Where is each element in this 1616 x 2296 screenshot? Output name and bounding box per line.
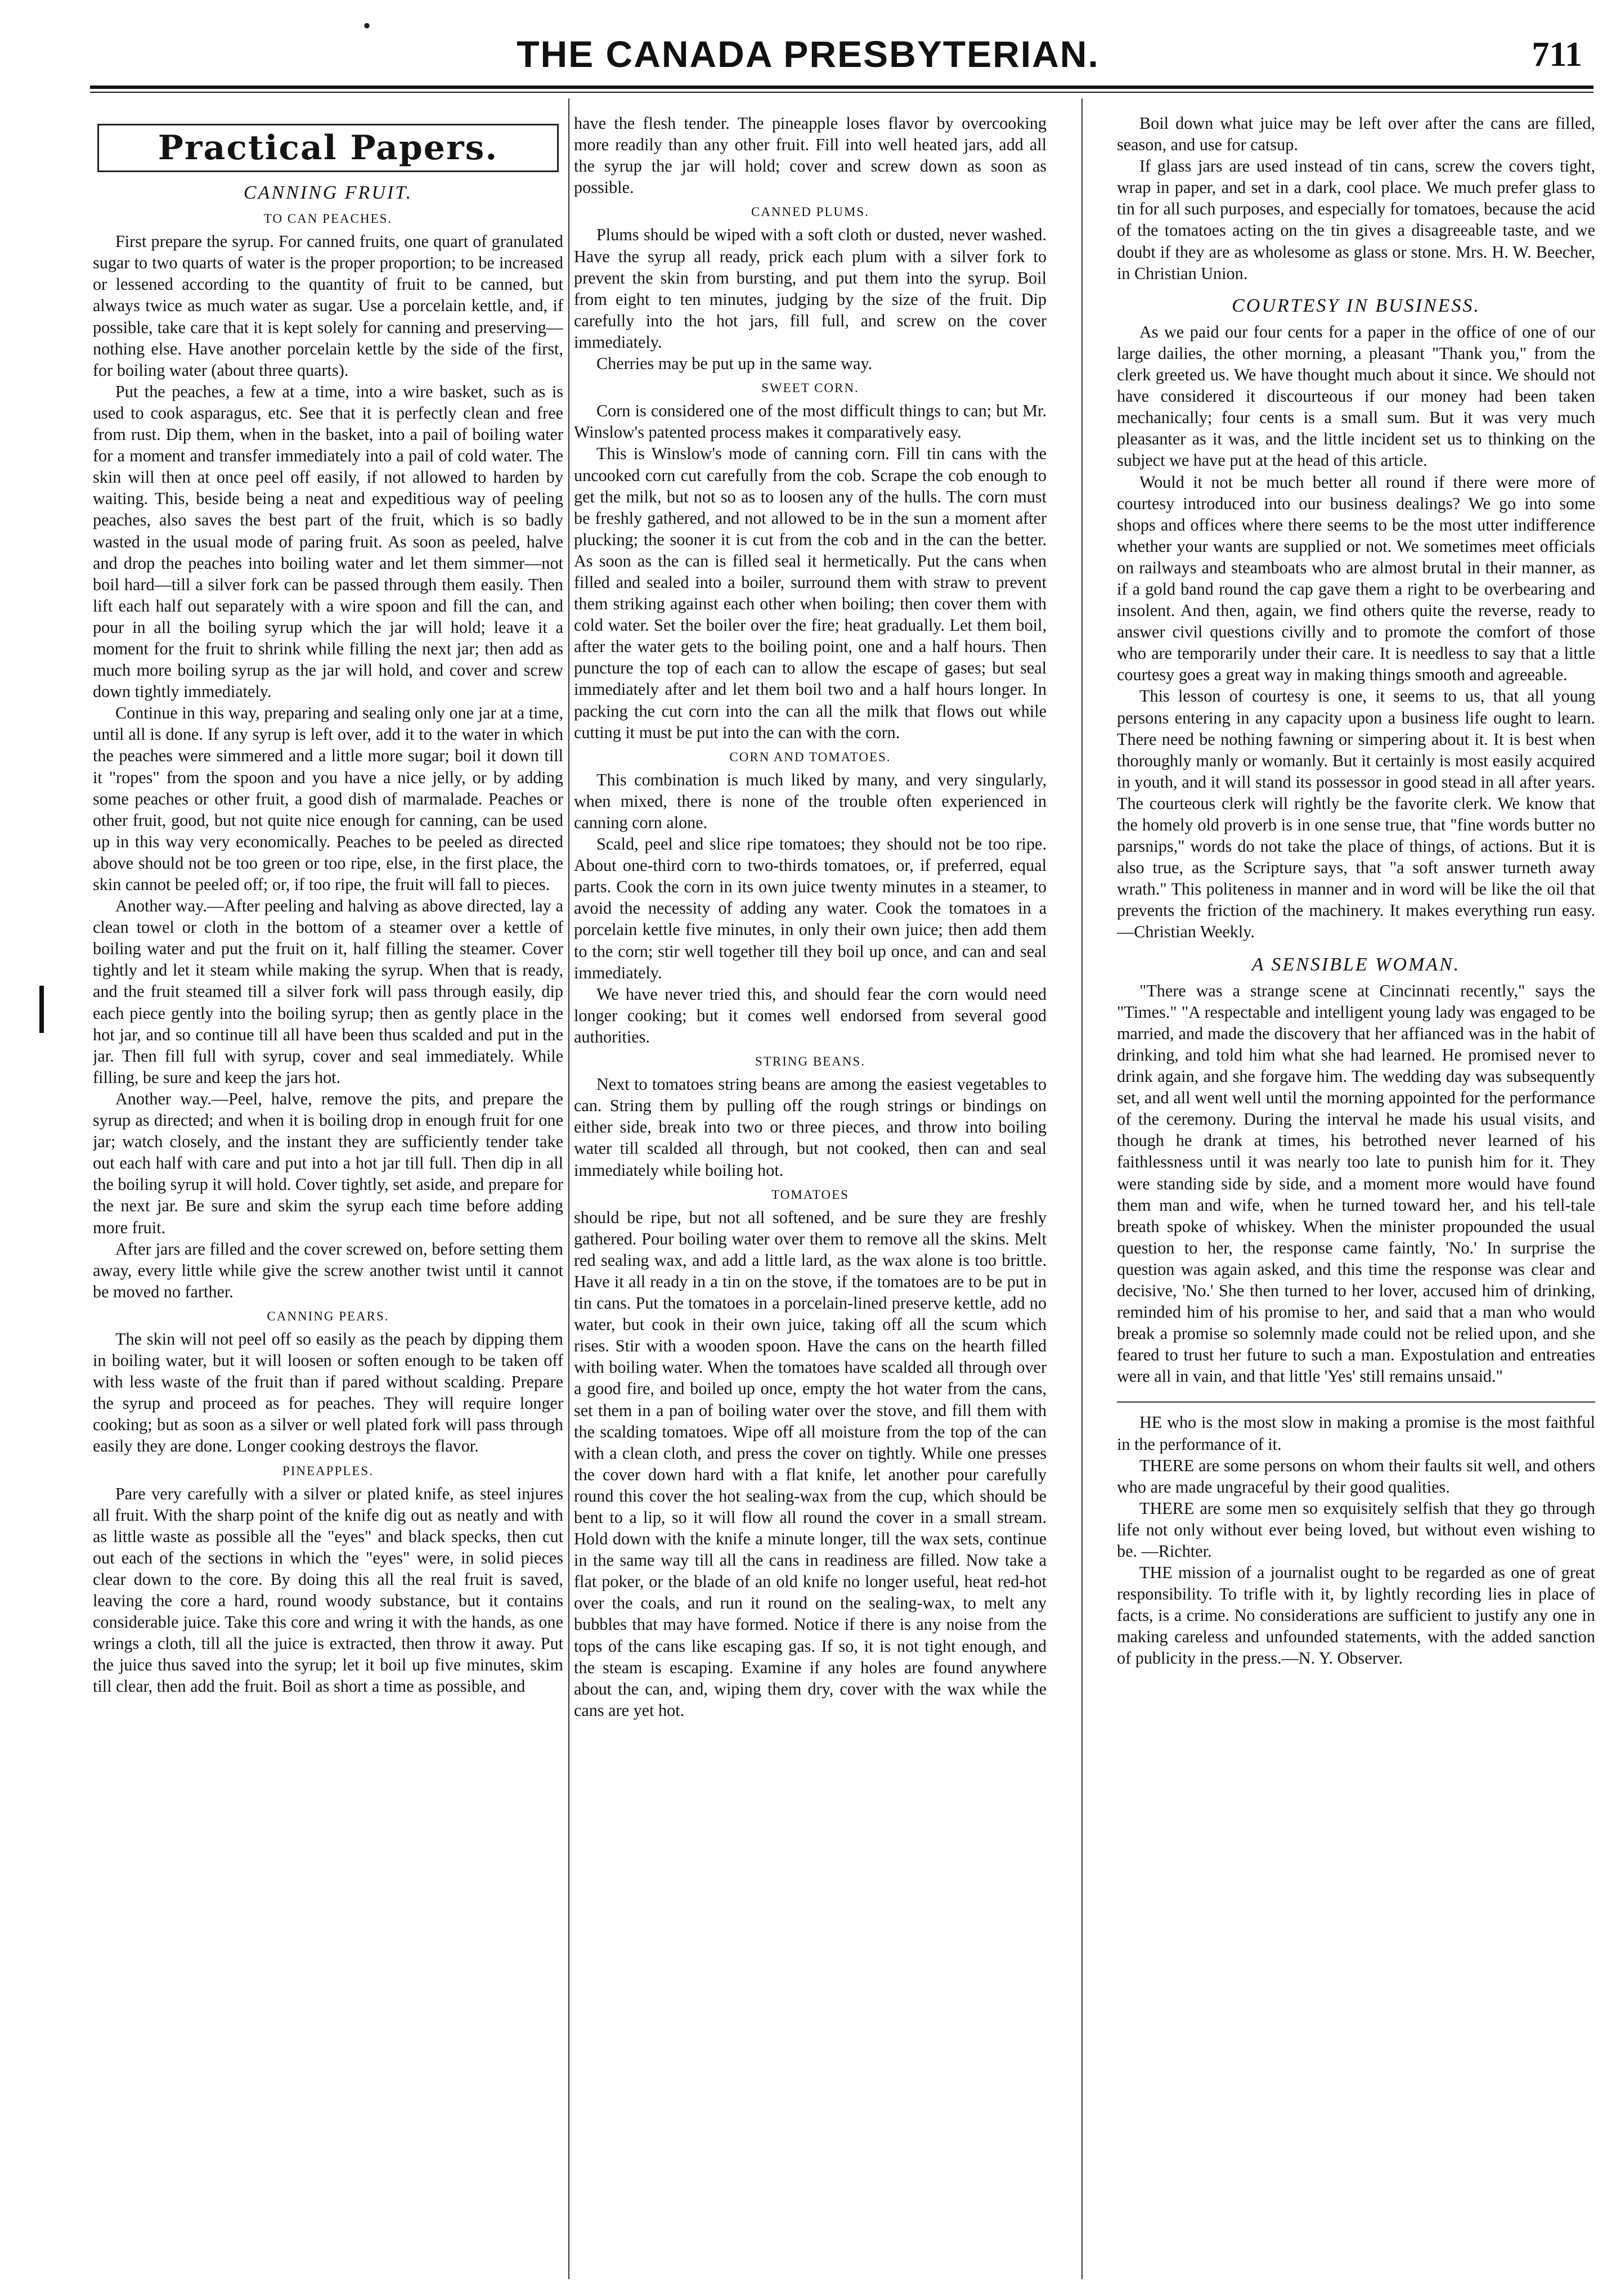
paragraph: If glass jars are used instead of tin cans, screw the covers tight, wrap in paper, and set in a dark, cool place. We much prefer glass to tin for all such purposes, and especially for tomatoes, because the acid of the tomatoes acting on the tin gives a disagreeable taste, and we doubt if they are as wholesome as glass or stone. Mrs. H. W. Beecher, in Christian Union. [1117, 156, 1595, 283]
paragraph: Corn is considered one of the most difficult things to can; but Mr. Winslow's patented process makes it comparatively easy. [574, 401, 1047, 442]
department-heading: Practical Papers. [97, 124, 559, 172]
page-number: 711 [1532, 35, 1582, 74]
paragraph: This is Winslow's mode of canning corn. Fill tin cans with the uncooked corn cut carefully from the cob. Scrape the cob enough to get the milk, but not so as to loosen any of the hulls. The corn must be freshly gathered, and not allowed to be in the sun a moment after plucking; the sooner it is cut from the cob and in the can the better. As soon as the can is filled seal it hermetically. Put the cans when filled and sealed into a boiler, surround them with straw to prevent them striking against each other when boiling; then cover them with cold water. Set the boiler over the fire; heat gradually. Let them boil, after the water gets to the boiling point, one and a half hours. Then puncture the top of each can to allow the escape of gases; but seal immediately after and let them boil two and a half hours longer. In packing the cut corn into the can all the milk that flows out while cutting it must be put into the can with the corn. [574, 444, 1047, 742]
margin-mark [39, 986, 44, 1033]
article-title: A SENSIBLE WOMAN. [1251, 954, 1461, 975]
paragraph: THE mission of a journalist ought to be regarded as one of great responsibility. To trifle with it, by lightly recording lies in place of facts, is a crime. No considerations are sufficient to justify any one in making careless and unfounded statements, with the added sanction of publicity in the press.—N. Y. Observer. [1117, 1563, 1595, 1668]
ornament-dot: • [363, 13, 371, 38]
paragraph: As we paid our four cents for a paper in the office of one of our large dailies, the other morning, a pleasant "Thank you," from the clerk greeted us. We have thought much about it since. We should not have considered it discourteous if our money had been taken mechanically; four cents is a small sum. But it was very much pleasanter as it was, and the little incident set us to thinking on the subject we have put at the head of this article. [1117, 322, 1595, 470]
section-subhead: STRING BEANS. [755, 1054, 865, 1069]
section-subhead: PINEAPPLES. [282, 1463, 374, 1478]
section-subhead: CORN AND TOMATOES. [729, 749, 891, 764]
column-2-body [574, 113, 1047, 1721]
section-subhead: CANNING PEARS. [267, 1309, 389, 1323]
separator-rule [1117, 1401, 1595, 1403]
paragraph: Put the peaches, a few at a time, into a wire basket, such as is used to cook asparagus, etc. See that it is perfectly clean and free from rust. Dip them, when in the basket, into a pail of boiling water for a moment and transfer immediately into a pail of cold water. The skin will then at once peel off easily, if not allowed to harden by waiting. This, beside being a neat and expeditious way of peeling peaches, also saves the best part of the fruit, which is so badly wasted in the usual mode of paring fruit. As soon as peeled, halve and drop the peaches into boiling water and let them simmer—not boil hard—till a silver fork can be passed through them easily. Then lift each half out separately with a wire spoon and fill the can, and pour in all the boiling syrup which the jar will hold; leave it a moment for the fruit to shrink while filling the next jar; then add as much more boiling syrup as the jar will hold, and cover and screw down tightly immediately. [93, 381, 563, 702]
section-subhead: TOMATOES [771, 1187, 849, 1202]
masthead [0, 0, 1616, 98]
paragraph: THERE are some men so exquisitely selfish that they go through life not only without ever being loved, but without even wishing to be. —Richter. [1117, 1498, 1595, 1561]
paragraph: Another way.—After peeling and halving as above directed, lay a clean towel or cloth in the bottom of a steamer over a kettle of boiling water and put the fruit on it, half filling the steamer. Cover tightly and let it steam while making the syrup. When that is ready, and the fruit steamed till a silver fork will pass through easily, dip each piece gently into the boiling syrup; then as gently place in the hot jar, and so continue till all have been thus scalded and put in the jar. Then fill full with syrup, cover and seal immediately. While filling, be sure and keep the jars hot. [93, 896, 563, 1087]
newspaper-title: THE CANADA PRESBYTERIAN. [517, 33, 1099, 75]
paragraph: Boil down what juice may be left over after the cans are filled, season, and use for catsup. [1117, 114, 1595, 155]
article-title: CANNING FRUIT. [243, 182, 413, 203]
paragraph: Cherries may be put up in the same way. [596, 354, 873, 374]
paragraph: Scald, peel and slice ripe tomatoes; they should not be too ripe. About one-third corn to two-thirds tomatoes, or, if preferred, equal parts. Cook the corn in its own juice twenty minutes in a steamer, to avoid the necessity of adding any water. Cook the tomatoes in a porcelain kettle five minutes, in only their own juice; then add them to the corn; stir well together till they boil up once, and can and seal immediately. [574, 834, 1047, 982]
section-subhead: TO CAN PEACHES. [263, 212, 393, 226]
masthead-rule-thin [90, 92, 1593, 93]
column-divider [568, 98, 569, 2279]
column-1 [93, 113, 563, 2273]
paragraph: Pare very carefully with a silver or plated knife, as steel injures all fruit. With the sharp point of the knife dig out as neatly and with as little waste as possible all the "eyes" and black specks, then cut out each of the sections in which the "eyes" were, in solid pieces clear down to the core. By doing this all the real fruit is saved, leaving the core a hard, round woody substance, but it contains considerable juice. Take this core and wring it with the hands, as one wrings a cloth, till all the juice is extracted, then throw it away. Put the juice thus saved into the syrup; let it boil up five minutes, skim till clear, then add the fruit. Boil as short a time as possible, and [93, 1484, 563, 1696]
paragraph: THERE are some persons on whom their faults sit well, and others who are made ungraceful by their good qualities. [1117, 1455, 1595, 1497]
column-1-body [93, 182, 563, 1697]
column-3-body [1117, 113, 1595, 1669]
paragraph: Plums should be wiped with a soft cloth or dusted, never washed. Have the syrup all ready, prick each plum with a silver fork to prevent the skin from bursting, and put them into the syrup. Boil from eight to ten minutes, judging by the size of the fruit. Dip carefully into the hot jars, fill full, and screw on the cover immediately. [574, 225, 1047, 352]
paragraph: This combination is much liked by many, and very singularly, when mixed, there is none of the trouble often experienced in canning corn alone. [574, 770, 1047, 832]
paragraph: The skin will not peel off so easily as the peach by dipping them in boiling water, but it will loosen or soften enough to be taken off with less waste of the fruit than if pared without scalding. Prepare the syrup and proceed as for peaches. They will require longer cooking; but as soon as a silver or well plated fork will pass through easily they are done. Longer cooking destroys the flavor. [93, 1329, 563, 1456]
column-2 [574, 113, 1047, 2273]
paragraph: After jars are filled and the cover screwed on, before setting them away, every little while give the screw another twist until it cannot be moved no farther. [93, 1239, 563, 1301]
paragraph: Would it not be much better all round if there were more of courtesy introduced into our business dealings? We go into some shops and offices where there seems to be the most utter indifference whether your wants are supplied or not. We sometimes meet officials on railways and steamboats who are almost brutal in their manner, as if a gold band round the cap gave them a right to be overbearing and insolent. And then, again, we find others quite the reverse, ready to answer civil questions civilly and to promote the comfort of those who are temporarily under their care. It is needless to say that a little courtesy goes a great way in making things smooth and agreeable. [1117, 472, 1595, 685]
paragraph: Next to tomatoes string beans are among the easiest vegetables to can. String them by pulling off the rough strings or bindings on either side, break into two or three pieces, and throw into boiling water till scalded all through, but not cooked, then can and seal immediately while boiling hot. [574, 1075, 1047, 1180]
paragraph: Continue in this way, preparing and sealing only one jar at a time, until all is done. If any syrup is left over, add it to the water in which the peaches were simmered and a little more sugar; boil it down till it "ropes" from the spoon and you have a nice jelly, or by adding some peaches or other fruit, a good dish of marmalade. Peaches or other fruit, good, but not quite nice enough for canning, can be used up in this way very economically. Peaches to be peeled as directed above should not be too green or too ripe, else, in the first place, the skin cannot be peeled off; or, if too ripe, the fruit will fall to pieces. [93, 703, 563, 894]
paragraph: We have never tried this, and should fear the corn would need longer cooking; but it comes well endorsed from several good authorities. [574, 984, 1047, 1046]
paragraph: HE who is the most slow in making a promise is the most faithful in the performance of it. [1117, 1413, 1595, 1454]
paragraph: First prepare the syrup. For canned fruits, one quart of granulated sugar to two quarts of water is the proper proportion; to be increased or lessened according to the quantity of fruit to be canned, but always twice as much water as sugar. Use a porcelain kettle, and, if possible, take care that it is kept solely for canning and preserving—nothing else. Have another porcelain kettle by the side of the first, for boiling water (about three quarts). [93, 232, 563, 380]
paragraph: This lesson of courtesy is one, it seems to us, that all young persons entering in any capacity upon a business life ought to learn. There need be nothing fawning or simpering about it. It is best when thoroughly manly or womanly. But it certainly is most easily acquired in youth, and it will stand its possessor in good stead in all after years. The courteous clerk will rightly be the favorite clerk. We know that the homely old proverb is in one sense true, that "fine words butter no parsnips," words do not take the place of things, of actions. But it is also true, as the Scripture says, that "a soft answer turneth away wrath." This politeness in manner and in word will be like the oil that prevents the friction of the machinery. It makes everything run easy. —Christian Weekly. [1117, 686, 1595, 942]
paragraph: "There was a strange scene at Cincinnati recently," says the "Times." "A respectable and intelligent young lady was engaged to be married, and made the discovery that her affianced was in the habit of drinking, and told him what she had learned. He promised never to drink again, and she forgave him. The wedding day was subsequently set, and all went well until the morning appointed for the performance of the ceremony. During the interval he made his usual visits, and though he drank at times, his betrothed never learned of his faithlessness until it was nearly too late to punish him for it. They were standing side by side, and a moment more would have found them man and wife, when he turned toward her, and his tell-tale breath spoke of whiskey. When the minister propounded the usual question to her, the response came faintly, 'No.' In surprise the question was again asked, and this time the response was clear and decisive, 'No.' She then turned to her lover, accused him of drinking, reminded him of his promise to her, and said that a man who would break a promise so solemnly made could not be relied upon, and she feared to trust her future to such a man. Expostulation and entreaties were all in vain, and that little 'Yes' still remains unsaid." [1117, 981, 1595, 1386]
masthead-rule-thick [90, 86, 1593, 89]
column-3 [1117, 113, 1595, 2273]
paragraph: Another way.—Peel, halve, remove the pits, and prepare the syrup as directed; and when it is boiling drop in enough fruit for one jar; watch closely, and the instant they are sufficiently tender take out each half with care and put into a hot jar till full. Then dip in all the boiling syrup it will hold. Cover tightly, set aside, and prepare for the next jar. Be sure and skim the syrup each time before adding more fruit. [93, 1089, 563, 1237]
paragraph: should be ripe, but not all softened, and be sure they are freshly gathered. Pour boiling water over them to remove all the skins. Melt red sealing wax, and add a little lard, as the wax alone is too brittle. Have it all ready in a tin on the stove, if the tomatoes are to be put in tin cans. Put the tomatoes in a porcelain-lined preserve kettle, add no water, but cook in their own juice, taking off all the scum which rises. Stir with a wooden spoon. Have the cans on the hearth filled with boiling water. When the tomatoes have scalded all through over a good fire, and boiled up once, empty the hot water from the cans, set them in a pan of boiling water over the stove, and fill them with the scalding tomatoes. Wipe off all moisture from the top of the can with a clean cloth, and press the cover on tightly. While one presses the cover down hard with a flat knife, let another pour carefully round this cover the hot sealing-wax from the cup, which should be bent to a lip, so it will flow all round the cover in a small stream. Hold down with the knife a minute longer, till the wax sets, continue in the same way till all the cans in readiness are filled. Now take a flat poker, or the blade of an old knife no longer useful, heat red-hot over the coals, and run it round on the sealing-wax, to melt any bubbles that may have formed. Notice if there is any noise from the tops of the cans like escaping gas. If so, it is not tight enough, and the steam is escaping. Examine if any holes are found anywhere about the can, and, wiping them dry, cover with the wax while the cans are yet hot. [574, 1207, 1047, 1720]
section-subhead: SWEET CORN. [761, 381, 859, 396]
paragraph: have the flesh tender. The pineapple loses flavor by overcooking more readily than any other fruit. Fill into well heated jars, add all the syrup the jar will hold; cover and screw down as soon as possible. [574, 114, 1047, 197]
section-subhead: CANNED PLUMS. [751, 205, 870, 219]
column-divider [1081, 98, 1083, 2279]
article-title: COURTESY IN BUSINESS. [1232, 295, 1480, 316]
